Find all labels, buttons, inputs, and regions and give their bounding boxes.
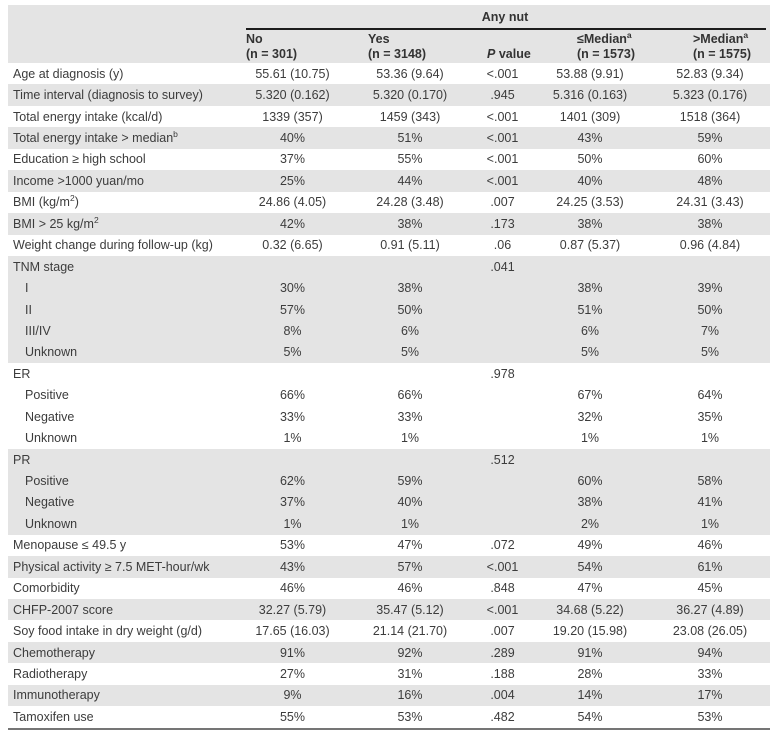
table-row [8, 599, 770, 620]
cell-value: 27% [279, 666, 306, 681]
table-row [8, 385, 770, 406]
cell-value: .06 [493, 238, 512, 253]
cell-value: 33% [279, 409, 306, 424]
cell-value: 38% [697, 216, 723, 231]
table-row [8, 256, 770, 277]
row-label: Positive [25, 474, 69, 489]
cell-value: 1% [400, 516, 420, 531]
cell-value: 0.87 (5.37) [559, 238, 621, 253]
cell-value: .978 [490, 366, 515, 381]
row-label: BMI $(kg/m^2)$ [13, 193, 79, 210]
cell-value: 67% [577, 388, 603, 403]
gt-median-n: (n = 1575) [693, 47, 752, 61]
row-label: TNM stage [13, 259, 75, 274]
cell-value: 8% [283, 323, 302, 338]
cell-value: 38% [577, 281, 603, 296]
cell-value: 35.47 (5.12) [376, 602, 444, 617]
cell-value: 25% [279, 173, 306, 188]
row-label: Comorbidity [13, 581, 80, 596]
cell-value: 32.27 (5.79) [258, 602, 327, 617]
cell-value: .041 [490, 259, 515, 274]
cell-value: 16% [397, 688, 423, 703]
table-header [8, 5, 770, 63]
cell-value: .188 [490, 666, 515, 681]
cell-value: 1% [400, 431, 420, 446]
row-label: Total energy intake > median$^b$ [13, 128, 178, 146]
cell-value: 55% [279, 709, 306, 724]
table-row [8, 642, 770, 663]
cell-value: 45% [697, 581, 723, 596]
column-header-yes-n: (n = 3148) [368, 47, 427, 61]
cell-value: 46% [397, 581, 423, 596]
row-label: Immunotherapy [13, 688, 100, 703]
cell-value: 21.14 (21.70) [372, 624, 448, 639]
cell-value: 1% [283, 516, 302, 531]
table-row [8, 513, 770, 534]
cell-value: 6% [580, 323, 600, 338]
cell-value: 47% [397, 538, 423, 553]
gt-median-footnote-sup: a [743, 29, 749, 40]
row-label: II [25, 302, 32, 317]
cell-value: 43% [577, 131, 603, 146]
cell-value: 5% [400, 345, 420, 360]
table-row [8, 63, 770, 84]
cell-value: 24.31 (3.43) [676, 195, 744, 210]
row-label: Income >1000 yuan/mo [13, 173, 144, 188]
row-label-sup: b [173, 128, 178, 139]
cell-value: 1339 (357) [262, 109, 323, 124]
cell-value: 53.36 (9.64) [376, 66, 444, 81]
cell-value: 1459 (343) [379, 109, 441, 124]
row-label: Total energy intake (kcal/d) [13, 109, 163, 124]
row-label: Unknown [25, 345, 78, 360]
row-label: Unknown [25, 516, 78, 531]
cell-value: 19.20 (15.98) [552, 624, 628, 639]
cell-value: 38% [577, 216, 603, 231]
cell-value: 55% [397, 152, 423, 167]
le-median-label: ≤Median [577, 32, 627, 46]
row-label: Negative [25, 495, 75, 510]
column-header-row [8, 30, 770, 63]
table-row [8, 663, 770, 684]
cell-value: 5.316 (0.163) [552, 88, 628, 103]
table-row [8, 213, 770, 234]
cell-value: 9% [283, 688, 302, 703]
baseline-characteristics-table [8, 5, 770, 730]
table-body [8, 63, 770, 728]
column-header-yes [368, 32, 426, 62]
cell-value: 46% [697, 538, 723, 553]
spanner-row [8, 5, 770, 30]
row-label: I [25, 281, 29, 296]
cell-value: <.001 [486, 602, 519, 617]
cell-value: 62% [279, 474, 306, 489]
cell-value: 57% [279, 302, 306, 317]
cell-value: 34.68 (5.22) [556, 602, 624, 617]
row-label: Tamoxifen use [13, 709, 94, 724]
cell-value: <.001 [486, 173, 519, 188]
column-header-le-median [577, 29, 636, 62]
column-header-gt-median [693, 29, 752, 62]
row-label: Positive [25, 388, 69, 403]
column-header-no-n: (n = 301) [246, 47, 298, 61]
row-label-sup: 2 [93, 214, 99, 225]
cell-value: 14% [577, 688, 603, 703]
cell-value: 32% [577, 409, 603, 424]
table-row [8, 192, 770, 213]
cell-value: 41% [697, 495, 723, 510]
cell-value: <.001 [486, 131, 519, 146]
cell-value: 64% [697, 388, 723, 403]
pvalue-italic-p: P [487, 47, 496, 61]
le-median-n: (n = 1573) [577, 47, 636, 61]
cell-value: 5.323 (0.176) [672, 88, 748, 103]
cell-value: <.001 [486, 152, 519, 167]
cell-value: .512 [490, 452, 515, 467]
cell-value: .289 [490, 645, 515, 660]
table-row [8, 106, 770, 127]
cell-value: 59% [397, 474, 423, 489]
row-label: PR [13, 452, 31, 467]
cell-value: .007 [490, 624, 515, 639]
cell-value: 17% [697, 688, 723, 703]
cell-value: 50% [577, 152, 603, 167]
cell-value: 60% [697, 152, 723, 167]
cell-value: 59% [697, 131, 723, 146]
cell-value: .848 [490, 581, 515, 596]
column-header-no [246, 32, 297, 62]
row-label: BMI > 25 $kg/m^2$ [13, 214, 99, 231]
cell-value: 91% [279, 645, 306, 660]
cell-value: 51% [577, 302, 603, 317]
spanner-any-nut: Any nut [481, 10, 529, 24]
cell-value: 37% [279, 152, 306, 167]
cell-value: .173 [490, 216, 515, 231]
table-row [8, 406, 770, 427]
cell-value: 49% [577, 538, 603, 553]
row-label: Time interval (diagnosis to survey) [13, 88, 203, 103]
row-label-sup: 2 [69, 193, 75, 204]
cell-value: 1% [580, 431, 600, 446]
pvalue-label: value [495, 47, 531, 61]
cell-value: .007 [490, 195, 515, 210]
cell-value: 42% [279, 216, 306, 231]
row-label: CHFP-2007 score [13, 602, 114, 617]
row-label: Unknown [25, 431, 78, 446]
table-row [8, 170, 770, 191]
row-label: Physical activity ≥ 7.5 MET-hour/wk [13, 559, 210, 574]
row-label: Soy food intake in dry weight (g/d) [13, 624, 202, 639]
cell-value: 6% [400, 323, 420, 338]
cell-value: 52.83 (9.34) [676, 66, 744, 81]
table-row [8, 685, 770, 706]
cell-value: 43% [279, 559, 306, 574]
cell-value: 40% [397, 495, 423, 510]
cell-value: 23.08 (26.05) [672, 624, 748, 639]
cell-value: .482 [490, 709, 515, 724]
cell-value: 1% [700, 516, 720, 531]
table-row [8, 342, 770, 363]
cell-value: 54% [577, 559, 603, 574]
cell-value: .004 [490, 688, 515, 703]
cell-value: 61% [697, 559, 723, 574]
table-row [8, 277, 770, 298]
cell-value: 46% [279, 581, 306, 596]
cell-value: 30% [279, 281, 306, 296]
table-row [8, 556, 770, 577]
cell-value: 54% [577, 709, 603, 724]
cell-value: 0.96 (4.84) [679, 238, 741, 253]
cell-value: 53% [697, 709, 723, 724]
cell-value: 66% [279, 388, 306, 403]
cell-value: 35% [697, 409, 723, 424]
table-row [8, 320, 770, 341]
cell-value: <.001 [486, 66, 519, 81]
column-header-yes-label: Yes [368, 32, 390, 46]
cell-value: 53.88 (9.91) [556, 66, 624, 81]
cell-value: 58% [697, 474, 723, 489]
cell-value: 51% [397, 131, 423, 146]
cell-value: 31% [397, 666, 423, 681]
table-row [8, 149, 770, 170]
cell-value: .945 [490, 88, 515, 103]
cell-value: 47% [577, 581, 603, 596]
cell-value: 5% [700, 345, 720, 360]
cell-value: 24.28 (3.48) [376, 195, 444, 210]
row-label: III/IV [25, 323, 51, 338]
cell-value: 57% [397, 559, 423, 574]
row-label: Education ≥ high school [13, 152, 146, 167]
cell-value: 38% [397, 281, 423, 296]
cell-value: 48% [697, 173, 723, 188]
cell-value: .072 [490, 538, 515, 553]
cell-value: 33% [697, 666, 723, 681]
cell-value: 1% [283, 431, 302, 446]
table-row [8, 127, 770, 148]
table-row [8, 449, 770, 470]
cell-value: 33% [397, 409, 423, 424]
row-label: Radiotherapy [13, 666, 88, 681]
table-bottom-rule [8, 728, 770, 730]
cell-value: 38% [397, 216, 423, 231]
cell-value: 53% [279, 538, 306, 553]
cell-value: 0.32 (6.65) [262, 238, 323, 253]
cell-value: 66% [397, 388, 423, 403]
cell-value: 7% [700, 323, 720, 338]
table-row [8, 235, 770, 256]
cell-value: 5.320 (0.170) [372, 88, 448, 103]
cell-value: 53% [397, 709, 423, 724]
cell-value: 40% [279, 131, 306, 146]
column-header-no-label: No [246, 32, 263, 46]
cell-value: 5% [580, 345, 600, 360]
cell-value: 40% [577, 173, 603, 188]
cell-value: <.001 [486, 109, 519, 124]
cell-value: 37% [279, 495, 306, 510]
column-header-pvalue [487, 32, 531, 62]
cell-value: 1401 (309) [559, 109, 621, 124]
cell-value: 1% [700, 431, 720, 446]
cell-value: 0.91 (5.11) [380, 238, 440, 253]
table-row [8, 470, 770, 491]
cell-value: 2% [580, 516, 600, 531]
table-row [8, 578, 770, 599]
cell-value: 91% [577, 645, 603, 660]
cell-value: 50% [397, 302, 423, 317]
cell-value: 44% [397, 173, 423, 188]
cell-value: 39% [697, 281, 723, 296]
row-label: Negative [25, 409, 75, 424]
cell-value: 5.320 (0.162) [255, 88, 330, 103]
cell-value: 36.27 (4.89) [676, 602, 744, 617]
cell-value: 28% [577, 666, 603, 681]
cell-value: 5% [283, 345, 302, 360]
table-row [8, 363, 770, 384]
table-row [8, 492, 770, 513]
cell-value: 24.86 (4.05) [258, 195, 327, 210]
table-row [8, 84, 770, 105]
cell-value: 92% [397, 645, 423, 660]
table-row [8, 620, 770, 641]
row-label: Weight change during follow-up (kg) [13, 238, 213, 253]
table-row [8, 535, 770, 556]
gt-median-label: >Median [693, 32, 744, 46]
table-row [8, 706, 770, 727]
cell-value: 24.25 (3.53) [556, 195, 624, 210]
cell-value: 50% [697, 302, 723, 317]
row-label: Age at diagnosis (y) [13, 66, 124, 81]
cell-value: 1518 (364) [679, 109, 741, 124]
cell-value: 38% [577, 495, 603, 510]
le-median-footnote-sup: a [626, 29, 632, 40]
row-label: ER [13, 366, 31, 381]
cell-value: 55.61 (10.75) [255, 66, 330, 81]
cell-value: 94% [697, 645, 723, 660]
cell-value: 60% [577, 474, 603, 489]
table-row [8, 427, 770, 448]
row-label: Chemotherapy [13, 645, 95, 660]
cell-value: <.001 [486, 559, 519, 574]
row-label: Menopause ≤ 49.5 y [13, 538, 127, 553]
table-row [8, 299, 770, 320]
cell-value: 17.65 (16.03) [255, 624, 330, 639]
